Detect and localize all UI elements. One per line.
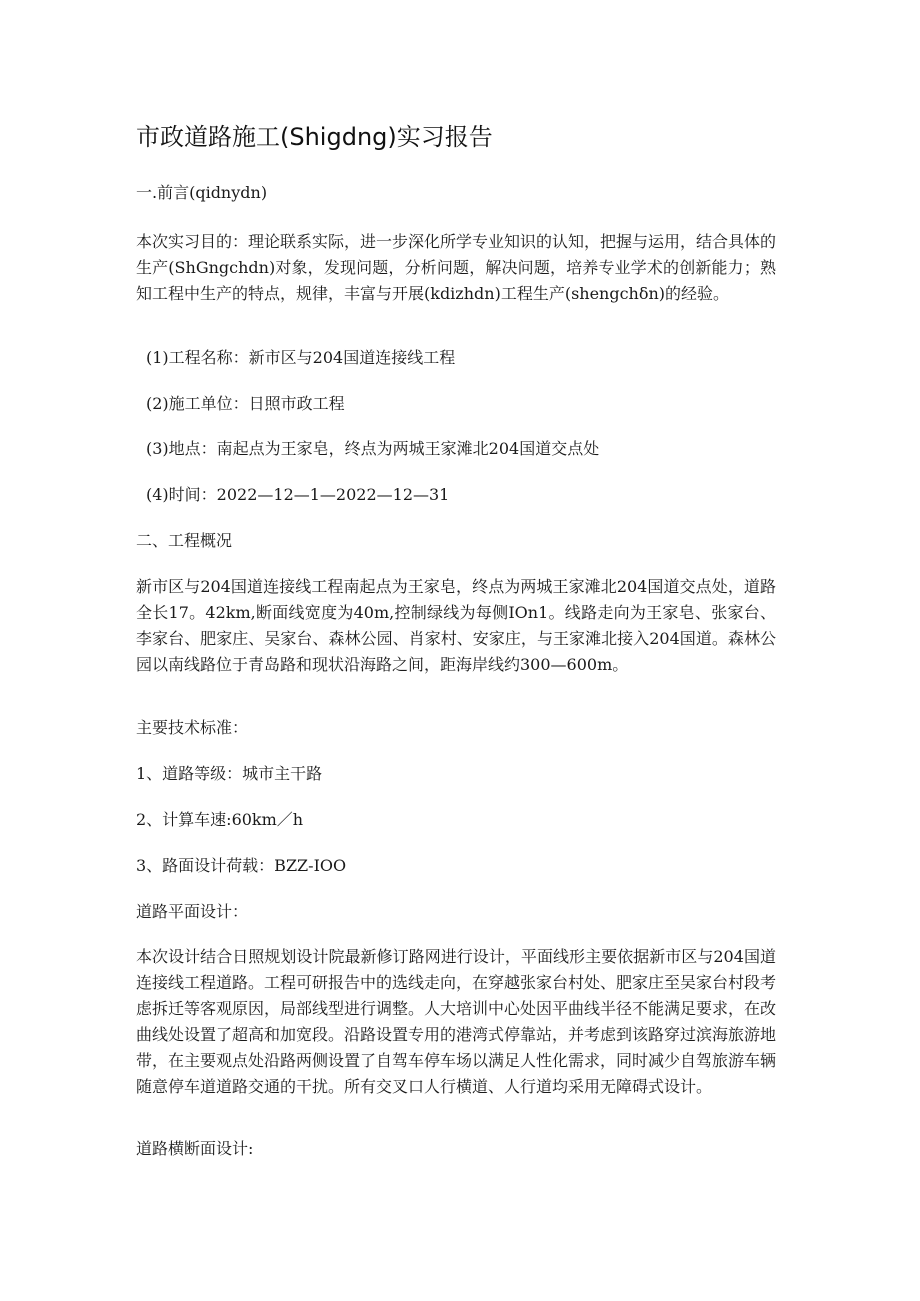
section-heading-preface: 一.前言(qidnydn) [136, 183, 268, 202]
cross-section-heading: 道路横断面设计: [136, 1139, 254, 1158]
standard-item: 2、计算车速:60km／h [136, 810, 304, 829]
plan-design-heading: 道路平面设计： [136, 902, 249, 921]
standard-item: 1、道路等级：城市主干路 [136, 764, 323, 783]
page-title: 市政道路施工(Shigdng)实习报告 [136, 123, 493, 151]
plan-design-paragraph: 本次设计结合日照规划设计院最新修订路网进行设计，平面线形主要依据新市区与204国道连接线工程道路。工程可研报告中的选线走向，在穿越张家台村处、肥家庄至吴家台村段考虑拆迁等客观原因，局部线型进行调整。人大培训中心处因平曲线半径不能满足要求，在改曲线处设置了超高和加宽段。沿路设置专用的港湾式停靠站，并考虑到该路穿过滨海旅游地带，在主要观点处沿路两侧设置了自驾车停车场以满足人性化需求，同时减少自驾旅游车辆随意停车道道路交通的干扰。所有交叉口人行横道、人行道均采用无障碍式设计。 [136, 947, 777, 1096]
project-name-item: (1)工程名称：新市区与204国道连接线工程 [146, 348, 456, 367]
location-item: (3)地点：南起点为王家皂，终点为两城王家滩北204国道交点处 [146, 439, 600, 458]
intro-paragraph: 本次实习目的：理论联系实际，进一步深化所学专业知识的认知，把握与运用，结合具体的生产(ShGngchdn)对象，发现问题，分析问题，解决问题，培养专业学术的创新能力；熟知工程中生产的特点，规律，丰富与开展(kdizhdn)工程生产(shengchδn)的经验。 [136, 232, 777, 303]
time-item: (4)时间：2022—12—1—2022—12—31 [146, 485, 450, 504]
section-heading-overview: 二、工程概况 [136, 531, 233, 550]
overview-paragraph: 新市区与204国道连接线工程南起点为王家皂，终点为两城王家滩北204国道交点处，道路全长17。42km,断面线宽度为40m,控制绿线为每侧IOn1。线路走向为王家皂、张家台、李家台、肥家庄、吴家台、森林公园、肖家村、安家庄，与王家滩北接入204国道。森林公园以南线路位于青岛路和现状沿海路之间，距海岸线约300—600m。 [136, 577, 776, 674]
construction-unit-item: (2)施工单位：日照市政工程 [146, 394, 345, 413]
standards-heading: 主要技术标准： [136, 718, 249, 737]
standard-item: 3、路面设计荷载：BZZ-IOO [136, 856, 347, 875]
